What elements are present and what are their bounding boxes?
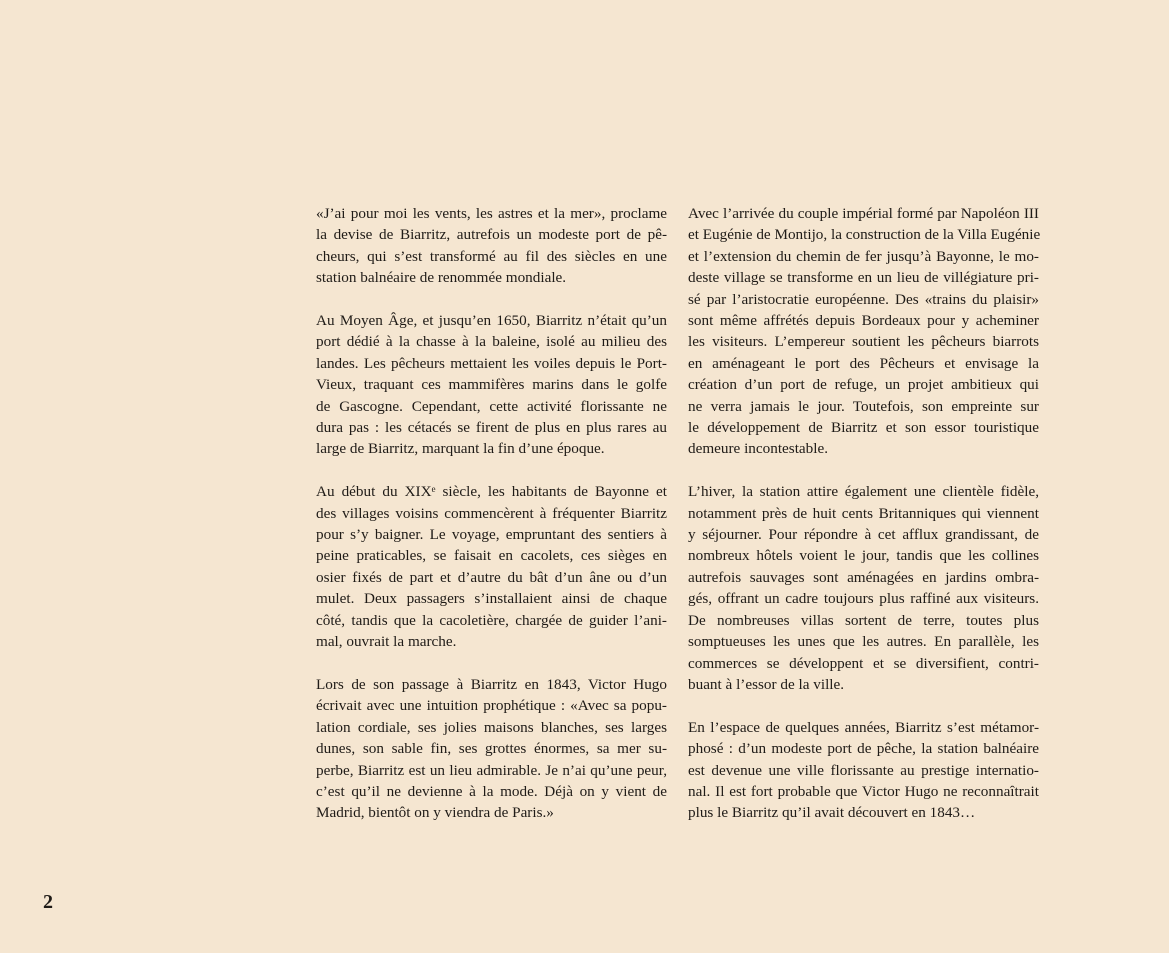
text-line: landes. Les pêcheurs mettaient les voiles depuis le Port- — [316, 354, 667, 372]
text-line: commerces se développent et se diversifient, contri- — [688, 654, 1039, 672]
paragraph — [688, 203, 1039, 460]
text-line: phosé : d’un modeste port de pêche, la station balnéaire — [688, 740, 1039, 758]
text-line: gés, offrant un cadre toujours plus raffiné aux visiteurs. — [688, 590, 1039, 608]
paragraph — [316, 481, 667, 652]
text-line: Madrid, bientôt on y viendra de Paris.» — [316, 804, 554, 822]
text-line: dunes, son sable fin, ses grottes énormes, sa mer su- — [316, 740, 667, 758]
page-number: 2 — [43, 891, 53, 913]
text-line: Au début du XIXᵉ siècle, les habitants de Bayonne et — [316, 483, 667, 501]
text-line: L’hiver, la station attire également une clientèle fidèle, — [688, 483, 1039, 501]
paragraph — [688, 717, 1039, 824]
text-line: autrefois sauvages sont aménagées en jardins ombra- — [688, 568, 1039, 586]
text-line: peine praticables, se faisait en cacolets, ces sièges en — [316, 547, 667, 565]
text-line: des villages voisins commencèrent à fréquenter Biarritz — [316, 504, 667, 522]
paragraph — [316, 203, 667, 289]
text-line: et Eugénie de Montijo, la construction de la Villa Eugénie — [688, 226, 1041, 244]
text-line: en aménageant le port des Pêcheurs et envisage la — [688, 354, 1039, 372]
text-line: plus le Biarritz qu’il avait découvert en 1843… — [688, 804, 976, 822]
text-line: écrivait avec une intuition prophétique : «Avec sa popu- — [316, 697, 667, 715]
text-line: Avec l’arrivée du couple impérial formé par Napoléon III — [688, 205, 1039, 222]
text-line: somptueuses les unes que les autres. En parallèle, les — [688, 633, 1039, 651]
text-line: lation cordiale, ses jolies maisons blanches, ses larges — [316, 718, 667, 736]
text-line: nombreux hôtels voient le jour, tandis que les collines — [688, 547, 1039, 565]
text-line: la devise de Biarritz, autrefois un modeste port de pê- — [316, 226, 667, 244]
text-line: côté, tandis que la cacoletière, chargée de guider l’ani- — [316, 611, 667, 629]
text-line: large de Biarritz, marquant la fin d’une époque. — [316, 440, 605, 458]
text-line: nal. Il est fort probable que Victor Hugo ne reconnaîtrait — [688, 782, 1039, 800]
paragraph — [316, 674, 667, 824]
left-text-column — [316, 203, 667, 845]
text-line: «J’ai pour moi les vents, les astres et la mer», proclame — [316, 205, 667, 222]
text-line: buant à l’essor de la ville. — [688, 675, 845, 693]
text-line: De nombreuses villas sortent de terre, toutes plus — [688, 611, 1039, 629]
text-line: notamment près de huit cents Britanniques qui viennent — [688, 504, 1039, 522]
paragraph — [688, 481, 1039, 695]
text-line: mal, ouvrait la marche. — [316, 633, 457, 651]
text-line: est devenue une ville florissante au prestige internatio- — [688, 761, 1039, 779]
text-line: sont même affrétés depuis Bordeaux pour y acheminer — [688, 312, 1039, 330]
text-line: y séjourner. Pour répondre à cet afflux grandissant, de — [688, 526, 1039, 544]
text-line: port dédié à la chasse à la baleine, isolé au milieu des — [316, 333, 667, 351]
text-line: perbe, Biarritz est un lieu admirable. Je n’ai qu’une peur, — [316, 761, 667, 779]
right-text-column — [688, 203, 1039, 845]
text-line: les visiteurs. L’empereur soutient les pêcheurs biarrots — [688, 333, 1039, 351]
text-line: Lors de son passage à Biarritz en 1843, Victor Hugo — [316, 675, 667, 693]
text-line: sé par l’aristocratie européenne. Des «trains du plaisir» — [688, 290, 1039, 308]
text-line: le développement de Biarritz et son essor touristique — [688, 419, 1039, 437]
text-line: osier fixés de part et d’autre du bât d’un âne ou d’un — [316, 568, 667, 586]
text-line: ne verra jamais le jour. Toutefois, son empreinte sur — [688, 397, 1039, 415]
text-line: station balnéaire de renommée mondiale. — [316, 269, 567, 287]
text-line: création d’un port de refuge, un projet ambitieux qui — [688, 376, 1039, 394]
text-line: deste village se transforme en un lieu de villégiature pri- — [688, 269, 1039, 287]
text-line: demeure incontestable. — [688, 440, 829, 458]
text-line: et l’extension du chemin de fer jusqu’à Bayonne, le mo- — [688, 247, 1039, 265]
text-line: dura pas : les cétacés se firent de plus en plus rares au — [316, 419, 667, 437]
text-line: mulet. Deux passagers s’installaient ainsi de chaque — [316, 590, 667, 608]
text-line: Vieux, traquant ces mammifères marins dans le golfe — [316, 376, 667, 394]
paragraph — [316, 310, 667, 460]
text-line: de Gascogne. Cependant, cette activité florissante ne — [316, 397, 667, 415]
text-line: pour s’y baigner. Le voyage, empruntant des sentiers à — [316, 526, 667, 544]
text-line: En l’espace de quelques années, Biarritz s’est métamor- — [688, 718, 1039, 736]
text-line: Au Moyen Âge, et jusqu’en 1650, Biarritz n’était qu’un — [316, 312, 667, 330]
text-line: cheurs, qui s’est transformé au fil des siècles en une — [316, 247, 667, 265]
text-line: c’est qu’il ne devienne à la mode. Déjà on y vient de — [316, 782, 667, 800]
